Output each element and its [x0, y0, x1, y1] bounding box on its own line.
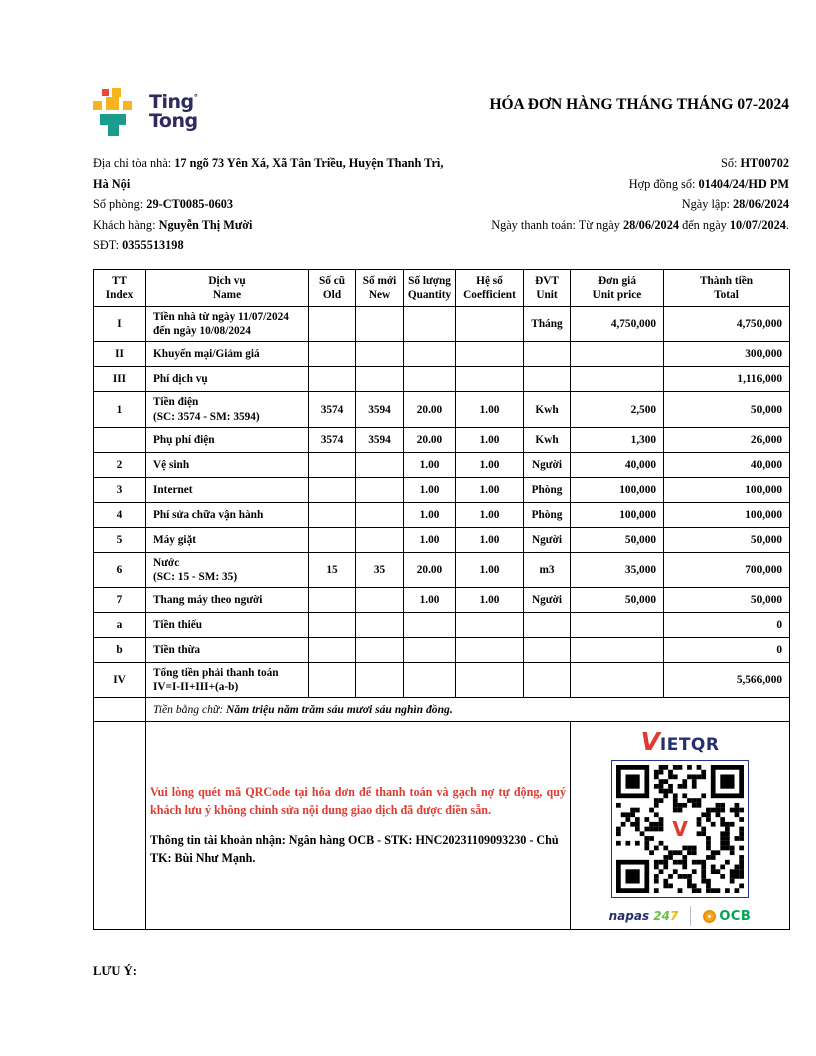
amount-in-words-row: [94, 698, 790, 722]
cell-index: I: [94, 307, 146, 342]
cell-total: 0: [664, 637, 790, 662]
cell-index: 3: [94, 477, 146, 502]
cell-unit-price: 100,000: [571, 502, 664, 527]
svg-text:V: V: [672, 817, 688, 842]
cell-unit: Tháng: [524, 307, 571, 342]
cell-total: 50,000: [664, 527, 790, 552]
building-address: Địa chỉ tòa nhà: 17 ngõ 73 Yên Xá, Xã Tân Triều, Huyện Thanh Trì, Hà Nội: [93, 156, 444, 191]
cell-service-name: Phí dịch vụ: [146, 367, 309, 392]
ocb-icon: [703, 910, 716, 923]
cell-unit-price: 50,000: [571, 527, 664, 552]
cell-unit: Phòng: [524, 502, 571, 527]
cell-unit-price: 40,000: [571, 452, 664, 477]
cell-total: 300,000: [664, 342, 790, 367]
tingtong-logo-text: Ting° Tong: [149, 91, 198, 132]
cell-coefficient: 1.00: [456, 427, 524, 452]
cell-service-name: Tiền thiếu: [146, 612, 309, 637]
table-row: [94, 552, 790, 587]
cell-quantity: 1.00: [404, 452, 456, 477]
cell-quantity: 1.00: [404, 502, 456, 527]
cell-new-reading: 35: [356, 552, 404, 587]
cell-old-reading: 3574: [309, 392, 356, 427]
table-row: [94, 527, 790, 552]
col-header-unit-price: Đơn giá Unit price: [571, 269, 664, 306]
table-row: [94, 502, 790, 527]
cell-old-reading: [309, 367, 356, 392]
cell-old-reading: [309, 342, 356, 367]
cell-service-name: Tổng tiền phải thanh toán IV=I-II+III+(a-b): [146, 662, 309, 697]
cell-service-name: Internet: [146, 477, 309, 502]
table-row: [94, 662, 790, 697]
cell-new-reading: [356, 587, 404, 612]
contract-number: Hợp đồng số: 01404/24/HD PM: [628, 176, 789, 191]
cell-quantity: 1.00: [404, 527, 456, 552]
table-row: [94, 587, 790, 612]
cell-index: 5: [94, 527, 146, 552]
cell-service-name: Tiền nhà từ ngày 11/07/2024 đến ngày 10/08/2024: [146, 307, 309, 342]
cell-index: III: [94, 367, 146, 392]
cell-index: IV: [94, 662, 146, 697]
cell-index: II: [94, 342, 146, 367]
cell-quantity: [404, 662, 456, 697]
empty-cell: [94, 698, 146, 722]
cell-old-reading: [309, 502, 356, 527]
invoice-page: [93, 88, 789, 979]
col-header-new: Số mới New: [356, 269, 404, 306]
ocb-logo: OCB: [703, 909, 751, 924]
cell-service-name: Tiền thừa: [146, 637, 309, 662]
cell-service-name: Phí sửa chữa vận hành: [146, 502, 309, 527]
cell-total: 50,000: [664, 587, 790, 612]
cell-service-name: Máy giặt: [146, 527, 309, 552]
cell-total: 40,000: [664, 452, 790, 477]
table-header-row: [94, 269, 790, 306]
cell-coefficient: [456, 612, 524, 637]
col-header-name: Dịch vụ Name: [146, 269, 309, 306]
cell-quantity: [404, 342, 456, 367]
cell-unit: Người: [524, 452, 571, 477]
cell-service-name: Vệ sinh: [146, 452, 309, 477]
cell-service-name: Phụ phí điện: [146, 427, 309, 452]
cell-coefficient: [456, 662, 524, 697]
invoice-info-right: [461, 153, 789, 256]
table-row: [94, 342, 790, 367]
cell-old-reading: [309, 477, 356, 502]
cell-coefficient: 1.00: [456, 552, 524, 587]
cell-index: b: [94, 637, 146, 662]
cell-coefficient: [456, 307, 524, 342]
cell-index: 6: [94, 552, 146, 587]
cell-quantity: 20.00: [404, 427, 456, 452]
cell-quantity: [404, 637, 456, 662]
footer-note-label: LƯU Ý:: [93, 964, 137, 979]
table-row: [94, 427, 790, 452]
cell-new-reading: [356, 612, 404, 637]
table-row: [94, 477, 790, 502]
cell-quantity: 1.00: [404, 477, 456, 502]
col-header-coefficient: Hệ số Coefficient: [456, 269, 524, 306]
cell-service-name: Thang máy theo người: [146, 587, 309, 612]
cell-unit: [524, 612, 571, 637]
cell-coefficient: 1.00: [456, 502, 524, 527]
cell-old-reading: 15: [309, 552, 356, 587]
cell-coefficient: 1.00: [456, 392, 524, 427]
cell-unit-price: 100,000: [571, 477, 664, 502]
cell-new-reading: [356, 527, 404, 552]
issue-date: Ngày lập: 28/06/2024: [681, 197, 789, 212]
cell-new-reading: [356, 452, 404, 477]
cell-new-reading: [356, 307, 404, 342]
cell-unit: [524, 637, 571, 662]
cell-index: a: [94, 612, 146, 637]
cell-coefficient: [456, 637, 524, 662]
cell-index: [94, 427, 146, 452]
cell-service-name: Khuyến mại/Giảm giá: [146, 342, 309, 367]
customer-name: Khách hàng: Nguyễn Thị Mười: [93, 217, 253, 232]
empty-cell: [94, 722, 146, 930]
cell-quantity: [404, 367, 456, 392]
cell-total: 700,000: [664, 552, 790, 587]
cell-quantity: [404, 612, 456, 637]
cell-coefficient: [456, 342, 524, 367]
cell-unit: [524, 367, 571, 392]
payment-warning-text: Vui lòng quét mã QRCode tại hóa đơn để thanh toán và gạch nợ tự động, quý khách lưu ý không chỉnh sửa nội dung giao dịch đã được điền sẵn.: [150, 785, 566, 817]
cell-unit-price: 4,750,000: [571, 307, 664, 342]
cell-index: 2: [94, 452, 146, 477]
invoice-info: [93, 153, 789, 256]
qr-code: [611, 760, 749, 898]
payment-instructions: [146, 722, 571, 930]
cell-total: 100,000: [664, 502, 790, 527]
payment-qr-row: [94, 722, 790, 930]
cell-coefficient: 1.00: [456, 527, 524, 552]
vietqr-logo: VIETQR: [640, 727, 720, 757]
cell-total: 5,566,000: [664, 662, 790, 697]
payment-account-text: Thông tin tài khoản nhận: Ngân hàng OCB - STK: HNC20231109093230 - Chủ TK: Bùi Như Mạnh.: [150, 833, 559, 865]
cell-quantity: 20.00: [404, 392, 456, 427]
col-header-index: TT Index: [94, 269, 146, 306]
cell-old-reading: [309, 527, 356, 552]
invoice-table: [93, 269, 790, 930]
cell-new-reading: [356, 367, 404, 392]
cell-coefficient: 1.00: [456, 587, 524, 612]
cell-unit-price: [571, 367, 664, 392]
cell-index: 4: [94, 502, 146, 527]
invoice-info-left: [93, 153, 461, 256]
cell-index: 7: [94, 587, 146, 612]
cell-unit-price: [571, 662, 664, 697]
cell-coefficient: [456, 367, 524, 392]
amount-in-words: Tiền bằng chữ: Năm triệu năm trăm sáu mươi sáu nghìn đồng.: [146, 698, 790, 722]
cell-quantity: 20.00: [404, 552, 456, 587]
cell-old-reading: [309, 307, 356, 342]
page-title: HÓA ĐƠN HÀNG THÁNG THÁNG 07-2024: [489, 96, 789, 113]
table-row: [94, 367, 790, 392]
cell-new-reading: 3594: [356, 427, 404, 452]
cell-quantity: [404, 307, 456, 342]
cell-unit: [524, 342, 571, 367]
cell-total: 1,116,000: [664, 367, 790, 392]
cell-unit: m3: [524, 552, 571, 587]
cell-unit: Kwh: [524, 392, 571, 427]
cell-old-reading: 3574: [309, 427, 356, 452]
divider: [690, 906, 691, 926]
cell-total: 50,000: [664, 392, 790, 427]
cell-index: 1: [94, 392, 146, 427]
table-row: [94, 307, 790, 342]
cell-unit: [524, 662, 571, 697]
cell-unit-price: 2,500: [571, 392, 664, 427]
vietqr-panel: [571, 722, 790, 930]
invoice-number: Số: HT00702: [721, 156, 789, 170]
cell-unit: Người: [524, 587, 571, 612]
cell-total: 100,000: [664, 477, 790, 502]
cell-unit-price: 35,000: [571, 552, 664, 587]
cell-unit-price: [571, 612, 664, 637]
cell-old-reading: [309, 587, 356, 612]
cell-total: 26,000: [664, 427, 790, 452]
cell-unit-price: 1,300: [571, 427, 664, 452]
cell-total: 4,750,000: [664, 307, 790, 342]
cell-new-reading: [356, 662, 404, 697]
header-brand-row: [93, 88, 789, 140]
col-header-quantity: Số lượng Quantity: [404, 269, 456, 306]
cell-new-reading: [356, 637, 404, 662]
cell-new-reading: [356, 502, 404, 527]
customer-phone: SĐT: 0355513198: [93, 238, 184, 253]
col-header-total: Thành tiền Total: [664, 269, 790, 306]
table-row: [94, 392, 790, 427]
cell-unit: Phòng: [524, 477, 571, 502]
cell-unit-price: 50,000: [571, 587, 664, 612]
table-row: [94, 612, 790, 637]
cell-total: 0: [664, 612, 790, 637]
cell-old-reading: [309, 452, 356, 477]
cell-new-reading: [356, 477, 404, 502]
cell-coefficient: 1.00: [456, 452, 524, 477]
tingtong-logo: [93, 88, 198, 140]
cell-service-name: Nước (SC: 15 - SM: 35): [146, 552, 309, 587]
qr-partner-logos: [575, 906, 785, 926]
col-header-old: Số cũ Old: [309, 269, 356, 306]
cell-old-reading: [309, 612, 356, 637]
cell-quantity: 1.00: [404, 587, 456, 612]
cell-coefficient: 1.00: [456, 477, 524, 502]
tingtong-logo-icon: [93, 88, 140, 140]
napas-logo: napas 247: [608, 909, 679, 924]
cell-unit-price: [571, 637, 664, 662]
table-row: [94, 637, 790, 662]
table-row: [94, 452, 790, 477]
payment-period: Ngày thanh toán: Từ ngày 28/06/2024 đến ngày 10/07/2024.: [491, 217, 789, 232]
room-number: Số phòng: 29-CT0085-0603: [93, 197, 234, 212]
cell-unit-price: [571, 342, 664, 367]
cell-new-reading: 3594: [356, 392, 404, 427]
cell-unit: Người: [524, 527, 571, 552]
cell-old-reading: [309, 662, 356, 697]
cell-unit: Kwh: [524, 427, 571, 452]
cell-new-reading: [356, 342, 404, 367]
col-header-unit: ĐVT Unit: [524, 269, 571, 306]
cell-old-reading: [309, 637, 356, 662]
cell-service-name: Tiền điện (SC: 3574 - SM: 3594): [146, 392, 309, 427]
